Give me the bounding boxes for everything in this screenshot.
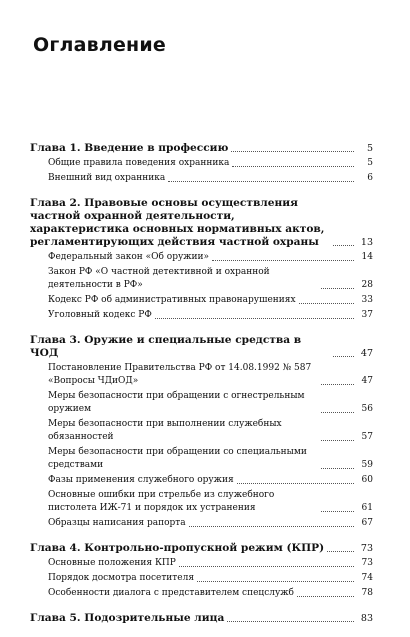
toc-entry[interactable]: [30, 172, 373, 185]
page-number: 56: [361, 404, 373, 414]
chapter-heading[interactable]: [30, 334, 373, 360]
toc-entry[interactable]: [30, 294, 373, 307]
dot-leader: [321, 412, 354, 413]
dot-leader: [321, 288, 354, 289]
entry-title: Кодекс РФ об административных правонарушениях: [48, 295, 296, 305]
page-number: 78: [361, 588, 373, 598]
entry-title: Фазы применения служебного оружия: [48, 475, 234, 485]
toc-chapter: [30, 197, 373, 322]
dot-leader: [168, 181, 354, 182]
dot-leader: [237, 483, 354, 484]
toc-chapter: [30, 542, 373, 600]
chapter-heading[interactable]: [30, 612, 373, 625]
entry-title: Общие правила поведения охранника: [48, 158, 230, 168]
page-number: 73: [361, 558, 373, 568]
toc-chapter: [30, 142, 373, 185]
dot-leader: [297, 596, 354, 597]
toc-entry[interactable]: [30, 390, 373, 416]
dot-leader: [179, 566, 354, 567]
page-number: 5: [367, 158, 373, 168]
page-number: 59: [361, 460, 373, 470]
entry-title: Внешний вид охранника: [48, 173, 166, 183]
toc-chapter: [30, 612, 373, 625]
toc-entry[interactable]: [30, 517, 373, 530]
page-title: Оглавление: [33, 34, 166, 56]
page-number: 33: [361, 295, 373, 305]
page-number: 67: [361, 518, 373, 528]
chapter-heading[interactable]: [30, 542, 373, 555]
entry-title: Меры безопасности при обращении со специальными средствами: [48, 447, 307, 470]
page-number: 47: [361, 376, 373, 386]
entry-title: Меры безопасности при обращении с огнестрельным оружием: [48, 391, 305, 414]
dot-leader: [321, 440, 354, 441]
page-number: 74: [361, 573, 373, 583]
toc-entry[interactable]: [30, 572, 373, 585]
chapter-title: Глава 5. Подозрительные лица: [30, 612, 225, 624]
dot-leader: [333, 356, 354, 357]
chapter-title: Глава 2. Правовые основы осуществления частной охранной деятельности, характеристика основных нормативных актов, регламентирующих действия частной охраны: [30, 197, 325, 248]
entry-title: Федеральный закон «Об оружии»: [48, 252, 210, 262]
table-of-contents: [30, 142, 373, 637]
entry-title: Уголовный кодекс РФ: [48, 310, 152, 320]
dot-leader: [321, 468, 354, 469]
dot-leader: [197, 581, 354, 582]
dot-leader: [327, 551, 354, 552]
entry-title: Основные положения КПР: [48, 558, 176, 568]
dot-leader: [231, 151, 354, 152]
toc-entry[interactable]: [30, 489, 373, 515]
chapter-title: Глава 4. Контрольно-пропускной режим (КПР): [30, 542, 325, 554]
toc-entry[interactable]: [30, 157, 373, 170]
dot-leader: [212, 260, 354, 261]
chapter-heading[interactable]: [30, 197, 373, 249]
toc-entry[interactable]: [30, 418, 373, 444]
entry-title: Порядок досмотра посетителя: [48, 573, 194, 583]
page-number: 28: [361, 280, 373, 290]
toc-entry[interactable]: [30, 362, 373, 388]
toc-entry[interactable]: [30, 309, 373, 322]
page-number: 5: [366, 143, 373, 154]
entry-title: Образцы написания рапорта: [48, 518, 186, 528]
page-number: 13: [360, 237, 373, 248]
entry-title: Основные ошибки при стрельбе из служебного пистолета ИЖ-71 и порядок их устранения: [48, 490, 275, 513]
page-number: 14: [361, 252, 373, 262]
page-number: 47: [360, 348, 373, 359]
chapter-title: Глава 1. Введение в профессию: [30, 142, 229, 154]
toc-entry[interactable]: [30, 446, 373, 472]
entry-title: Особенности диалога с представителем спецслужб: [48, 588, 294, 598]
dot-leader: [232, 166, 354, 167]
dot-leader: [227, 621, 354, 622]
dot-leader: [299, 303, 354, 304]
page-number: 37: [361, 310, 373, 320]
toc-entry[interactable]: [30, 266, 373, 292]
dot-leader: [321, 511, 354, 512]
page-number: 60: [361, 475, 373, 485]
page-number: 57: [361, 432, 373, 442]
page-number: 61: [361, 503, 373, 513]
dot-leader: [333, 245, 354, 246]
entry-title: Меры безопасности при выполнении служебных обязанностей: [48, 419, 282, 442]
toc-entry[interactable]: [30, 557, 373, 570]
toc-entry[interactable]: [30, 251, 373, 264]
page-number: 73: [360, 543, 373, 554]
page-number: 83: [360, 613, 373, 624]
chapter-heading[interactable]: [30, 142, 373, 155]
entry-title: Постановление Правительства РФ от 14.08.1992 № 587 «Вопросы ЧДиОД»: [48, 363, 312, 386]
dot-leader: [189, 526, 354, 527]
page-number: 6: [367, 173, 373, 183]
entry-title: Закон РФ «О частной детективной и охранной деятельности в РФ»: [48, 267, 270, 290]
toc-entry[interactable]: [30, 474, 373, 487]
dot-leader: [155, 318, 354, 319]
dot-leader: [321, 384, 354, 385]
toc-chapter: [30, 334, 373, 530]
chapter-title: Глава 3. Оружие и специальные средства в ЧОД: [30, 334, 302, 359]
